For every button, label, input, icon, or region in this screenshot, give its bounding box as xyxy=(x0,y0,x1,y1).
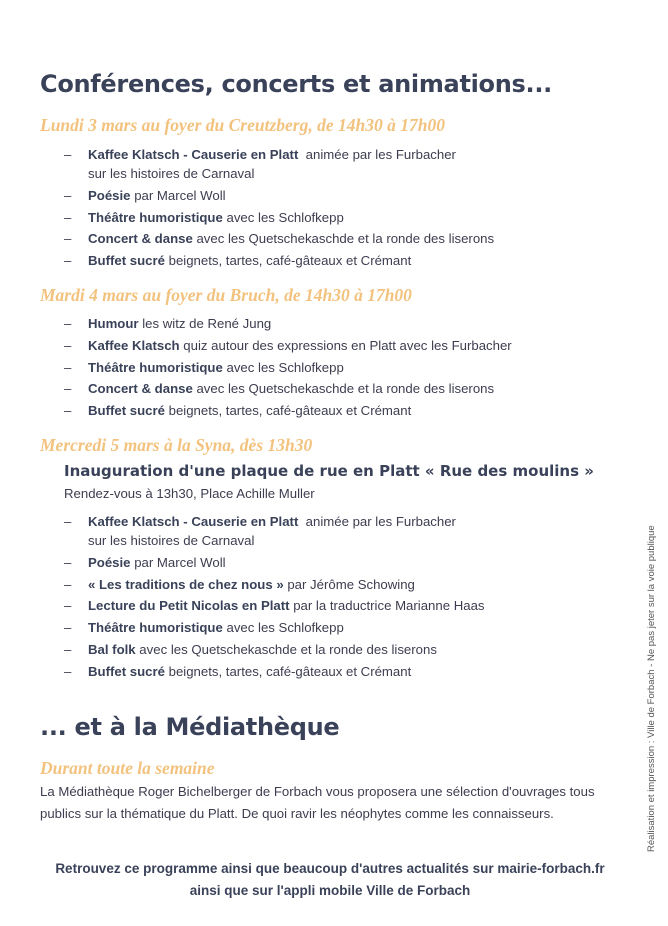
item-bold-label: Théâtre humoristique xyxy=(88,620,223,636)
item-text: beignets, tartes, café-gâteaux et Crémant xyxy=(164,663,412,679)
item-text: quiz autour des expressions en Platt avec les Furbacher xyxy=(179,337,512,353)
footer xyxy=(20,858,640,902)
item-text: avec les Schlofkepp xyxy=(222,209,344,225)
item-text-line2: sur les histoires de Carnaval xyxy=(88,165,255,181)
item-bold-label: Humour xyxy=(88,316,139,331)
day2-heading: Mardi 4 mars au foyer du Bruch, de 14h30 à 17h00 xyxy=(40,285,412,305)
list-item xyxy=(64,357,512,379)
day3-heading: Mercredi 5 mars à la Syna, dès 13h30 xyxy=(40,435,313,455)
list-item xyxy=(64,144,494,182)
item-bold-label: Concert & danse xyxy=(88,231,193,247)
item-bold-label: Bal folk xyxy=(88,641,136,657)
item-text: avec les Quetschekaschde et la ronde des liserons xyxy=(135,641,437,657)
list-item xyxy=(64,228,494,250)
item-text: par Marcel Woll xyxy=(130,187,226,203)
day3-list xyxy=(64,511,485,683)
day1-heading: Lundi 3 mars au foyer du Creutzberg, de 14h30 à 17h00 xyxy=(40,115,445,135)
rendezvous-text: Rendez-vous à 13h30, Place Achille Muller xyxy=(64,486,315,501)
item-bold-label: Théâtre humoristique xyxy=(88,209,223,225)
item-text: par la traductrice Marianne Haas xyxy=(289,598,485,614)
list-item xyxy=(64,378,512,400)
item-text: avec les Quetschekaschde et la ronde des liserons xyxy=(192,231,495,247)
day2-list xyxy=(64,313,512,422)
item-text: avec les Schlofkepp xyxy=(222,359,344,375)
item-bold-label: Poésie xyxy=(88,187,131,203)
list-item xyxy=(64,335,512,357)
item-text: animée par les Furbacher xyxy=(298,147,456,162)
list-item xyxy=(64,250,494,272)
item-text: par Marcel Woll xyxy=(130,554,226,570)
item-bold-label: Poésie xyxy=(88,554,131,570)
item-bold-label: Concert & danse xyxy=(88,381,193,397)
mediatheque-title: ... et à la Médiathèque xyxy=(40,713,340,741)
item-text: par Jérôme Schowing xyxy=(283,576,415,592)
credit-vertical: Réalisation et impression : Ville de Forbach - Ne pas jeter sur la voie publique xyxy=(646,525,657,852)
item-bold-label: Buffet sucré xyxy=(88,663,165,679)
list-item xyxy=(64,207,494,229)
list-item xyxy=(64,185,494,207)
conferences-title: Conférences, concerts et animations... xyxy=(40,70,552,98)
list-item xyxy=(64,661,485,683)
item-text: avec les Schlofkepp xyxy=(222,620,344,636)
list-item xyxy=(64,639,485,661)
footer-line-2: ainsi que sur l'appli mobile Ville de Forbach xyxy=(189,883,471,898)
list-item xyxy=(64,400,512,422)
item-bold-label: Kaffee Klatsch xyxy=(88,337,180,353)
item-text: animée par les Furbacher xyxy=(298,514,456,529)
item-bold-label: Kaffee Klatsch - Causerie en Platt xyxy=(88,514,299,529)
item-text: les witz de René Jung xyxy=(138,316,272,331)
item-bold-label: Buffet sucré xyxy=(88,403,165,419)
list-item xyxy=(64,552,485,574)
item-bold-label: Buffet sucré xyxy=(88,253,165,269)
item-text: avec les Quetschekaschde et la ronde des liserons xyxy=(192,381,495,397)
day1-list xyxy=(64,144,494,272)
item-text: beignets, tartes, café-gâteaux et Crémant xyxy=(164,403,412,419)
mediatheque-paragraph: La Médiathèque Roger Bichelberger de Forbach vous proposera une sélection d'ouvrages tous publics sur la thématique du Platt. De quoi ravir les néophytes comme les connaisseurs. xyxy=(40,784,595,821)
mediatheque-heading: Durant toute la semaine xyxy=(40,758,215,778)
list-item xyxy=(64,574,485,596)
footer-line-1: Retrouvez ce programme ainsi que beaucoup d'autres actualités sur mairie-forbach.fr xyxy=(55,861,605,876)
item-bold-label: Théâtre humoristique xyxy=(88,359,223,375)
item-text: beignets, tartes, café-gâteaux et Crémant xyxy=(164,253,412,269)
list-item xyxy=(64,313,512,335)
item-bold-label: Lecture du Petit Nicolas en Platt xyxy=(88,598,290,614)
list-item xyxy=(64,595,485,617)
list-item xyxy=(64,511,485,549)
inauguration-title: Inauguration d'une plaque de rue en Platt « Rue des moulins » xyxy=(64,462,594,480)
list-item xyxy=(64,617,485,639)
item-bold-label: Kaffee Klatsch - Causerie en Platt xyxy=(88,147,299,162)
item-bold-label: « Les traditions de chez nous » xyxy=(88,576,284,592)
item-text-line2: sur les histoires de Carnaval xyxy=(88,532,255,548)
